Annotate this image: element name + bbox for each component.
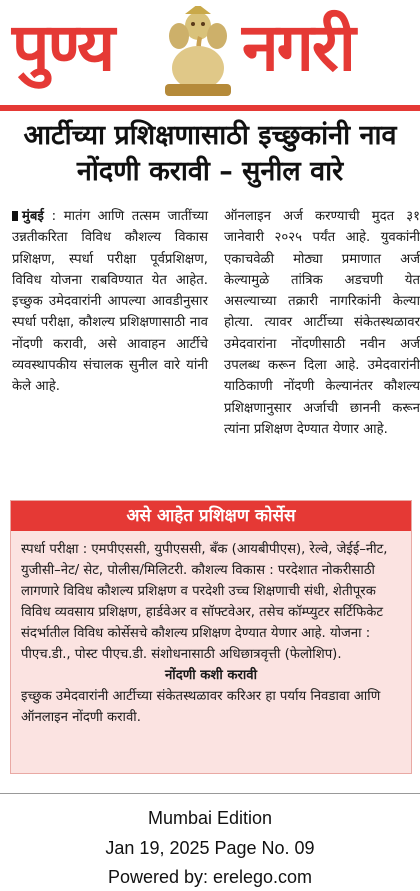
article-column-left <box>12 206 208 398</box>
masthead-title-left: पुण्य <box>12 9 114 86</box>
masthead <box>0 0 420 111</box>
article-column-right <box>224 206 420 440</box>
courses-box <box>10 500 412 774</box>
article-text-1: : मातंग आणि तत्सम जातींच्या उन्नतीकरिता विविध कौशल्य विकास प्रशिक्षण, स्पर्धा परीक्षा पूर्वप्रशिक्षण, विविध योजना राबविण्यात येत आहेत. इच्छुक उमेदवारांनी आपल्या आवडीनुसार स्पर्धा परीक्षा, कौशल्य प्रशिक्षणासाठी नाव नोंदणी करावी, असे आवाहन आर्टीचे व्यवस्थापकीय संचालक सुनील वारे यांनी केले आहे. <box>12 209 208 395</box>
courses-box-body <box>11 531 411 728</box>
ganesha-icon <box>155 6 241 98</box>
footer-divider <box>0 793 420 794</box>
powered-by-link[interactable]: Powered by: erelego.com <box>107 867 313 887</box>
masthead-title-right: नगरी <box>242 9 354 86</box>
article-paragraph-1 <box>12 206 208 398</box>
registration-subheading: नोंदणी कशी करावी <box>164 668 258 683</box>
date-page-label: Jan 19, 2025 Page No. 09 <box>105 838 315 858</box>
courses-list-text: स्पर्धा परीक्षा : एमपीएससी, युपीएससी, बँक (आयबीपीएस), रेल्वे, जेईई–नीट, युजीसी–नेट/ सेट, पोलीस/मिलिटरी. कौशल्य विकास : परदेशात नोकरीसाठी लागणारे विविध कौशल्य प्रशिक्षण व परदेशी उच्च शिक्षणाची संधी, शेतीपूरक विविध व्यवसाय प्रशिक्षण, हार्डवेअर व सॉफ्टवेअर, तसेच कॉम्प्युटर सर्टिफिकेट संदर्भातील विविध कोर्सेसचे कौशल्य प्रशिक्षण देण्यात येणार आहे. योजना : पीएच.डी., पोस्ट पीएच.डी. संशोधनासाठी अधिछात्रवृत्ती (फेलोशिप). <box>21 542 388 662</box>
edition-label: Mumbai Edition <box>147 808 273 828</box>
registration-text: इच्छुक उमेदवारांनी आर्टीच्या संकेतस्थळावर करिअर हा पर्याय निवडावा आणि ऑनलाइन नोंदणी करावी. <box>21 689 381 725</box>
courses-box-title: असे आहेत प्रशिक्षण कोर्सेस <box>11 501 411 531</box>
dateline: मुंबई <box>22 209 44 224</box>
bullet-square-icon <box>12 211 18 221</box>
article-paragraph-2: ऑनलाइन अर्ज करण्याची मुदत ३१ जानेवारी २०२५ पर्यंत आहे. युवकांनी एकाचवेळी मोठ्या प्रमाणात अर्ज केल्यामुळे तांत्रिक अडचणी येत असल्याच्या तक्रारी नागरिकांनी केल्या होत्या. त्यावर आर्टीच्या संकेतस्थळावर उमेदवारांना नोंदणीसाठी नवीन अर्ज उपलब्ध करून दिला आहे. उमेदवारांनी याठिकाणी नोंदणी केल्यानंतर कौशल्य प्रशिक्षणानुसार अर्जाची छाननी करून त्यांना प्रशिक्षण देण्यात येणार आहे. <box>224 209 420 437</box>
article-headline: आर्टीच्या प्रशिक्षणासाठी इच्छुकांनी नाव नोंदणी करावी – सुनील वारे <box>23 120 397 187</box>
